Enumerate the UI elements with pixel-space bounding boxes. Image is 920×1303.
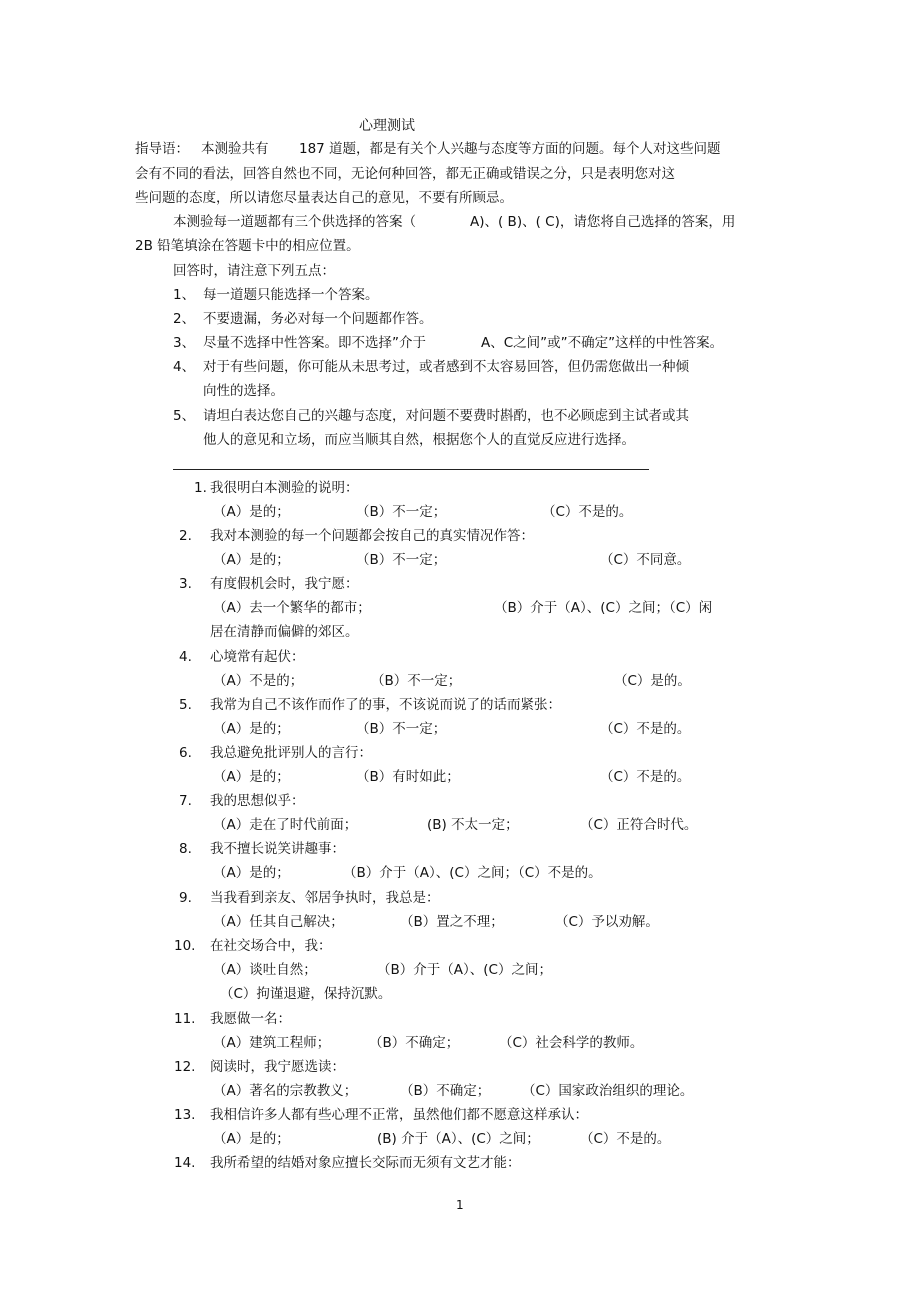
rule-text: 每一道题只能选择一个答案。 — [203, 287, 379, 303]
question-number: 1. — [194, 480, 207, 496]
intro-line1-part-b: 道题，都是有关个人兴趣与态度等方面的问题。每个人对这些问题 — [329, 141, 721, 157]
option-a: （A）是的； — [213, 721, 290, 737]
option-b: （B）不一定； — [356, 552, 447, 568]
question-text: 我对本测验的每一个问题都会按自己的真实情况作答： — [210, 528, 534, 544]
option-c: （C）不是的。 — [542, 504, 633, 520]
option-c: （C）不是的。 — [600, 721, 691, 737]
page-title: 心理测试 — [359, 118, 415, 134]
option-a: （A）是的； — [213, 504, 290, 520]
rule-text-continued: 向性的选择。 — [203, 383, 284, 399]
option-continued: （C）拘谨退避，保持沉默。 — [220, 986, 392, 1002]
question-text: 当我看到亲友、邻居争执时，我总是： — [210, 890, 440, 906]
question-number: 4. — [179, 649, 192, 665]
intro-question-count: 187 — [299, 141, 325, 157]
option-continued: 居在清静而偏僻的郊区。 — [210, 624, 359, 640]
rule-number: 1、 — [173, 287, 196, 303]
question-text: 在社交场合中，我： — [210, 938, 332, 954]
rule-number: 2、 — [173, 311, 196, 327]
rule-text: 对于有些问题，你可能从未思考过，或者感到不太容易回答，但仍需您做出一种倾 — [203, 359, 689, 375]
question-text: 阅读时，我宁愿选读： — [210, 1059, 345, 1075]
intro-line3: 些问题的态度，所以请您尽量表达自己的意见，不要有所顾忌。 — [135, 190, 513, 206]
question-text: 我相信许多人都有些心理不正常，虽然他们都不愿意这样承认： — [210, 1107, 588, 1123]
rule-text: 尽量不选择中性答案。即不选择”介于 — [203, 335, 426, 351]
question-text: 有度假机会时，我宁愿： — [210, 576, 359, 592]
option-a: （A）走在了时代前面； — [213, 817, 358, 833]
option-c: （C）不同意。 — [600, 552, 691, 568]
option-a: （A）任其自己解决； — [213, 914, 344, 930]
option-a: （A）去一个繁华的都市； — [213, 600, 371, 616]
question-number: 10. — [174, 938, 196, 954]
option-b: （B）不确定； — [369, 1035, 460, 1051]
intro-para2-part-b: A)、( B)、( C)，请您将自己选择的答案，用 — [470, 214, 736, 230]
option-c: （C）国家政治组织的理论。 — [522, 1083, 694, 1099]
option-c: （C）社会科学的教师。 — [499, 1035, 644, 1051]
option-b: (B) 不太一定； — [427, 817, 519, 833]
section-divider — [173, 469, 649, 470]
option-a: （A）建筑工程师； — [213, 1035, 331, 1051]
question-text: 心境常有起伏： — [210, 649, 305, 665]
option-a: （A）是的； — [213, 769, 290, 785]
intro-para2-line2: 2B 铅笔填涂在答题卡中的相应位置。 — [135, 238, 360, 254]
option-b: （B）有时如此； — [356, 769, 460, 785]
notice-heading: 回答时，请注意下列五点： — [173, 263, 335, 279]
intro-para2-part-a: 本测验每一道题都有三个供选择的答案（ — [173, 214, 416, 230]
question-text: 我很明白本测验的说明： — [210, 480, 359, 496]
rule-text-continued: 他人的意见和立场，而应当顺其自然，根据您个人的直觉反应进行选择。 — [203, 432, 635, 448]
option-a: （A）著名的宗教教义； — [213, 1083, 358, 1099]
option-c: （C）是的。 — [614, 673, 691, 689]
question-number: 8. — [179, 841, 192, 857]
question-number: 3. — [179, 576, 192, 592]
question-number: 2. — [179, 528, 192, 544]
question-number: 14. — [174, 1155, 196, 1171]
option-b: （B）不一定； — [371, 673, 462, 689]
option-b: （B）介于（A）、(C）之间；（C）闲 — [494, 600, 713, 616]
intro-line2: 会有不同的看法，回答自然也不同，无论何种回答，都无正确或错误之分，只是表明您对这 — [135, 166, 675, 182]
option-a: （A）谈吐自然； — [213, 962, 317, 978]
question-text: 我不擅长说笑讲趣事： — [210, 841, 345, 857]
question-text: 我的思想似乎： — [210, 793, 305, 809]
option-b: (B) 介于（A）、(C）之间； — [377, 1131, 540, 1147]
option-a: （A）是的； — [213, 552, 290, 568]
intro-line1-part-a: 本测验共有 — [201, 141, 269, 157]
question-number: 7. — [179, 793, 192, 809]
question-number: 13. — [174, 1107, 196, 1123]
question-number: 9. — [179, 890, 192, 906]
intro-label: 指导语： — [135, 141, 189, 157]
option-b: （B）介于（A）、(C）之间； — [377, 962, 552, 978]
option-c: （C）正符合时代。 — [580, 817, 698, 833]
rule-number: 3、 — [173, 335, 196, 351]
option-a: （A）是的； — [213, 865, 290, 881]
question-number: 5. — [179, 697, 192, 713]
question-number: 6. — [179, 745, 192, 761]
option-a: （A）是的； — [213, 1131, 290, 1147]
question-text: 我常为自己不该作而作了的事，不该说而说了的话而紧张： — [210, 697, 561, 713]
rule-number: 5、 — [173, 408, 196, 424]
rule-text: 不要遗漏，务必对每一个问题都作答。 — [203, 311, 433, 327]
question-text: 我所希望的结婚对象应擅长交际而无须有文艺才能： — [210, 1155, 521, 1171]
option-b: （B）不确定； — [400, 1083, 491, 1099]
question-number: 12. — [174, 1059, 196, 1075]
option-b: （B）不一定； — [356, 504, 447, 520]
option-b: （B）介于（A）、(C）之间；（C）不是的。 — [343, 865, 602, 881]
question-text: 我总避免批评别人的言行： — [210, 745, 372, 761]
option-a: （A）不是的； — [213, 673, 304, 689]
option-c: （C）不是的。 — [600, 769, 691, 785]
rule-text: 请坦白表达您自己的兴趣与态度，对问题不要费时斟酌，也不必顾虑到主试者或其 — [203, 408, 689, 424]
question-text: 我愿做一名： — [210, 1011, 291, 1027]
rule-text: A、C之间”或”不确定”这样的中性答案。 — [481, 335, 724, 351]
option-c: （C）不是的。 — [580, 1131, 671, 1147]
rule-number: 4、 — [173, 359, 196, 375]
option-c: （C）予以劝解。 — [555, 914, 659, 930]
option-b: （B）置之不理； — [400, 914, 504, 930]
page-number: 1 — [456, 1198, 464, 1212]
question-number: 11. — [174, 1011, 196, 1027]
option-b: （B）不一定； — [356, 721, 447, 737]
